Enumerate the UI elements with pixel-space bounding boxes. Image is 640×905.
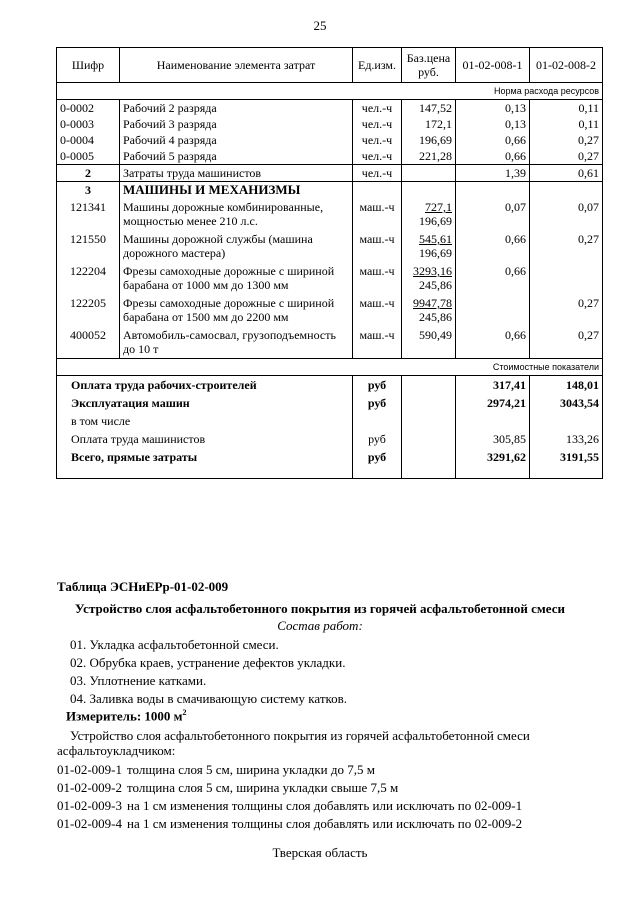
cell-price (402, 165, 456, 182)
header-col1: 01-02-008-1 (456, 48, 530, 83)
footer-region: Тверская область (272, 845, 368, 860)
price-machinist: 245,86 (419, 310, 452, 324)
item-code: 01-02-009-4 (57, 816, 122, 831)
cell-value-1: 0,13 (456, 100, 530, 117)
cell-unit: чел.-ч (353, 165, 402, 182)
cost-name: Эксплуатация машин (57, 394, 353, 412)
machines-header-label: МАШИНЫ И МЕХАНИЗМЫ (120, 182, 353, 199)
table-row (57, 198, 603, 230)
cell-price: 221,28 (402, 148, 456, 165)
machines-header-row (57, 182, 603, 199)
section-costs-row (57, 359, 603, 376)
cost-unit: руб (353, 394, 402, 412)
cell-price: 590,49 (402, 326, 456, 359)
cell-unit: маш.-ч (353, 230, 402, 262)
cell-value-2: 0,07 (530, 198, 603, 230)
cell-price (402, 262, 456, 294)
price-main: 3293,16 (413, 264, 452, 278)
table-row (57, 148, 603, 165)
price-main: 545,61 (419, 232, 452, 246)
price-main: 9947,78 (413, 296, 452, 310)
cell-code: 122204 (57, 262, 120, 294)
cell-name: Затраты труда машинистов (120, 165, 353, 182)
cell-price: 147,52 (402, 100, 456, 117)
cell-value-1: 0,66 (456, 132, 530, 148)
cost-value-1: 3291,62 (456, 448, 530, 479)
cell-price (402, 230, 456, 262)
table-id: Таблица ЭСНиЕРр-01-02-009 (57, 579, 229, 594)
cell-value-2: 0,27 (530, 148, 603, 165)
cost-unit (353, 412, 402, 430)
cost-value-2 (530, 412, 603, 430)
cell-value-1 (456, 294, 530, 326)
cell-name: Фрезы самоходные дорожные с шириной барабана от 1000 мм до 1300 мм (120, 262, 353, 294)
page-number: 25 (313, 18, 327, 33)
cell-unit: чел.-ч (353, 132, 402, 148)
cost-value-1: 2974,21 (456, 394, 530, 412)
price-machinist: 196,69 (419, 246, 452, 260)
list-item (57, 798, 522, 814)
item-code: 01-02-009-3 (57, 798, 122, 813)
cell-value-2: 0,11 (530, 116, 603, 132)
item-text: на 1 см изменения толщины слоя добавлять или исключать по 02-009-1 (127, 798, 523, 813)
list-item (57, 762, 375, 778)
header-name: Наименование элемента затрат (120, 48, 353, 83)
cell-price: 172,1 (402, 116, 456, 132)
header-col2: 01-02-008-2 (530, 48, 603, 83)
cell-code: 0-0004 (57, 132, 120, 148)
price-main: 727,1 (425, 200, 452, 214)
machinist-row (57, 165, 603, 182)
cost-row (57, 430, 603, 448)
cost-value-2: 148,01 (530, 376, 603, 395)
table-row (57, 294, 603, 326)
table-row (57, 100, 603, 117)
header-code: Шифр (57, 48, 120, 83)
cell-name: Рабочий 4 разряда (120, 132, 353, 148)
cell-code: 0-0002 (57, 100, 120, 117)
cost-name: Оплата труда машинистов (57, 430, 353, 448)
resource-table (56, 47, 603, 479)
work-composition-label: Состав работ: (277, 618, 363, 633)
section-costs-label: Стоимостные показатели (57, 359, 603, 376)
table-row (57, 262, 603, 294)
section-resources-label: Норма расхода ресурсов (57, 83, 603, 100)
cost-value-2: 3043,54 (530, 394, 603, 412)
header-base-price: Баз.цена руб. (402, 48, 456, 83)
item-text: толщина слоя 5 см, ширина укладки до 7,5 м (127, 762, 375, 777)
meter-sup: 2 (182, 708, 187, 717)
item-code: 01-02-009-1 (57, 762, 122, 777)
work-item: 04. Заливка воды в смачивающую систему катков. (70, 691, 348, 706)
cell-unit: чел.-ч (353, 100, 402, 117)
cell-name: Фрезы самоходные дорожные с шириной барабана от 1500 мм до 2200 мм (120, 294, 353, 326)
cost-row (57, 376, 603, 395)
cell-unit: маш.-ч (353, 326, 402, 359)
cost-value-1 (456, 412, 530, 430)
cell-value-1: 1,39 (456, 165, 530, 182)
cost-unit: руб (353, 430, 402, 448)
price-machinist: 196,69 (419, 214, 452, 228)
description-line: Устройство слоя асфальтобетонного покрытия из горячей асфальтобетонной смеси (70, 728, 530, 743)
item-text: толщина слоя 5 см, ширина укладки свыше 7,5 м (127, 780, 399, 795)
cell-code: 122205 (57, 294, 120, 326)
cell-price (402, 198, 456, 230)
cell-code: 3 (57, 182, 120, 199)
item-code: 01-02-009-2 (57, 780, 122, 795)
item-text: на 1 см изменения толщины слоя добавлять или исключать по 02-009-2 (127, 816, 523, 831)
cell-unit: чел.-ч (353, 148, 402, 165)
cell-unit: чел.-ч (353, 116, 402, 132)
list-item (57, 780, 398, 796)
work-item: 03. Уплотнение катками. (70, 673, 207, 688)
cell-name: Рабочий 2 разряда (120, 100, 353, 117)
table-row (57, 326, 603, 359)
cost-unit: руб (353, 448, 402, 479)
cell-value-1: 0,66 (456, 326, 530, 359)
cost-name: Оплата труда рабочих-строителей (57, 376, 353, 395)
meter-text: Измеритель: 1000 м (66, 708, 183, 724)
cell-value-2: 0,27 (530, 132, 603, 148)
cell-value-2: 0,27 (530, 230, 603, 262)
cost-value-2: 133,26 (530, 430, 603, 448)
cell-value-2: 0,61 (530, 165, 603, 182)
description-line: асфальтоукладчиком: (57, 743, 176, 758)
cell-value-2: 0,27 (530, 326, 603, 359)
cell-code: 400052 (57, 326, 120, 359)
cost-row (57, 412, 603, 430)
cost-value-1: 305,85 (456, 430, 530, 448)
cell-unit: маш.-ч (353, 294, 402, 326)
cell-name: Машины дорожной службы (машина дорожного мастера) (120, 230, 353, 262)
section-title: Устройство слоя асфальтобетонного покрытия из горячей асфальтобетонной смеси (75, 601, 565, 616)
cost-value-2: 3191,55 (530, 448, 603, 479)
cell-code: 121550 (57, 230, 120, 262)
cost-value-1: 317,41 (456, 376, 530, 395)
table-row (57, 132, 603, 148)
cost-name: Всего, прямые затраты (57, 448, 353, 479)
cell-unit: маш.-ч (353, 198, 402, 230)
cell-name: Автомобиль-самосвал, грузоподъемность до 10 т (120, 326, 353, 359)
table-row (57, 230, 603, 262)
cell-value-2: 0,27 (530, 294, 603, 326)
list-item (57, 816, 522, 832)
cell-name: Машины дорожные комбинированные, мощностью менее 210 л.с. (120, 198, 353, 230)
header-unit: Ед.изм. (353, 48, 402, 83)
cell-value-1: 0,13 (456, 116, 530, 132)
cost-row (57, 448, 603, 479)
cell-value-1: 0,07 (456, 198, 530, 230)
cell-name: Рабочий 3 разряда (120, 116, 353, 132)
cost-unit: руб (353, 376, 402, 395)
cell-code: 121341 (57, 198, 120, 230)
cell-code: 0-0003 (57, 116, 120, 132)
cell-name: Рабочий 5 разряда (120, 148, 353, 165)
cell-price (402, 294, 456, 326)
section-resources-row (57, 83, 603, 100)
meter-label (66, 708, 187, 724)
work-item: 02. Обрубка краев, устранение дефектов укладки. (70, 655, 346, 670)
table-row (57, 116, 603, 132)
cell-unit: маш.-ч (353, 262, 402, 294)
price-machinist: 245,86 (419, 278, 452, 292)
table-header-row (57, 48, 603, 83)
cell-code: 2 (57, 165, 120, 182)
cell-value-2 (530, 262, 603, 294)
work-item: 01. Укладка асфальтобетонной смеси. (70, 637, 279, 652)
cell-price: 196,69 (402, 132, 456, 148)
cell-value-2: 0,11 (530, 100, 603, 117)
cell-value-1: 0,66 (456, 230, 530, 262)
cell-value-1: 0,66 (456, 262, 530, 294)
cost-row (57, 394, 603, 412)
cost-name: в том числе (57, 412, 353, 430)
cell-code: 0-0005 (57, 148, 120, 165)
cell-value-1: 0,66 (456, 148, 530, 165)
